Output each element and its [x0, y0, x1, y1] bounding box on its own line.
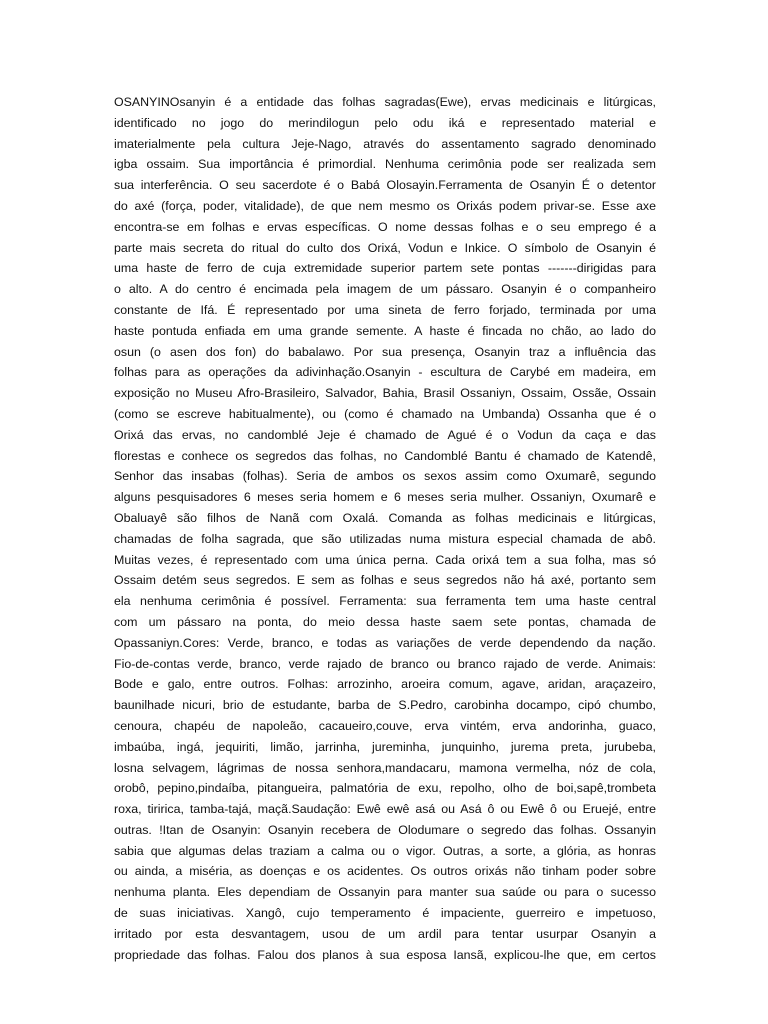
text-line: folhas para as operações da adivinhação.Osanyin - escultura de Carybé em madeira, em [114, 365, 656, 380]
text-line: igba ossaim. Sua importância é primordial. Nenhuma cerimônia pode ser realizada sem [114, 157, 656, 172]
text-line: sabia que algumas delas traziam a calma ou o vigor. Outras, a sorte, a glória, as honras [114, 843, 656, 858]
text-line: propriedade das folhas. Falou dos planos à sua esposa Iansã, explicou-lhe que, em certos [114, 947, 656, 962]
text-line: irritado por esta desvantagem, usou de um ardil para tentar usurpar Osanyin a [114, 926, 656, 941]
text-line: sua interferência. O seu sacerdote é o Babá Olosayin.Ferramenta de Osanyin É o detentor [114, 178, 656, 193]
text-line: identificado no jogo do merindilogun pelo odu iká e representado material e [114, 115, 656, 130]
text-line: chamadas de folha sagrada, que são utilizadas numa mistura especial chamada de abô. [114, 531, 656, 546]
text-line: Bode e galo, entre outros. Folhas: arrozinho, aroeira comum, agave, aridan, araçazeiro, [114, 677, 656, 692]
text-line: encontra-se em folhas e ervas específicas. O nome dessas folhas e o seu emprego é a [114, 219, 656, 234]
text-line: Muitas vezes, é representado com uma única perna. Cada orixá tem a sua folha, mas só [114, 552, 656, 567]
text-line: de suas iniciativas. Xangô, cujo temperamento é impaciente, guerreiro e impetuoso, [114, 906, 656, 921]
text-line: imaterialmente pela cultura Jeje-Nago, através do assentamento sagrado denominado [114, 136, 656, 151]
text-line: cenoura, chapéu de napoleão, cacaueiro,couve, erva vintém, erva andorinha, guaco, [114, 718, 656, 733]
text-line: uma haste de ferro de cuja extremidade superior partem sete pontas -------dirigidas para [114, 261, 656, 276]
text-line: (como se escreve habitualmente), ou (como é chamado na Umbanda) Ossanha que é o [114, 406, 656, 421]
text-line: florestas e conhece os segredos das folhas, no Candomblé Bantu é chamado de Katendê, [114, 448, 656, 463]
text-line: imbaúba, ingá, jequiriti, limão, jarrinha, jureminha, junquinho, jurema preta, jurubeba, [114, 739, 656, 754]
text-line: OSANYINOsanyin é a entidade das folhas sagradas(Ewe), ervas medicinais e litúrgicas, [114, 95, 656, 109]
text-line: roxa, tiririca, tamba-tajá, maçã.Saudação: Ewê ewê asá ou Asá ô ou Ewê ô ou Eruejé, entre [114, 802, 656, 817]
text-line: outras. !Itan de Osanyin: Osanyin recebera de Olodumare o segredo das folhas. Ossanyin [114, 822, 656, 837]
text-line: Orixá das ervas, no candomblé Jeje é chamado de Agué é o Vodun da caça e das [114, 427, 656, 442]
text-line: baunilhade nicuri, brio de estudante, barba de S.Pedro, carobinha docampo, cipó chumbo, [114, 698, 656, 713]
text-line: orobô, pepino,pindaíba, pitangueira, palmatória de exu, repolho, olho de boi,sapê,trombeta [114, 781, 656, 796]
text-line: ela nenhuma cerimônia é possível. Ferramenta: sua ferramenta tem uma haste central [114, 594, 656, 609]
text-line: constante de Ifá. É representado por uma sineta de ferro forjado, terminada por uma [114, 302, 656, 317]
text-line: Opassaniyn.Cores: Verde, branco, e todas as variações de verde dependendo da nação. [114, 635, 656, 650]
text-line: do axé (força, poder, vitalidade), de que nem mesmo os Orixás podem privar-se. Esse axe [114, 198, 656, 213]
text-line: Obaluayê são filhos de Nanã com Oxalá. Comanda as folhas medicinais e litúrgicas, [114, 510, 656, 525]
text-line: osun (o asen dos fon) do babalawo. Por sua presença, Osanyin traz a influência das [114, 344, 656, 359]
text-line: haste pontuda enfiada em uma grande semente. A haste é fincada no chão, ao lado do [114, 323, 656, 338]
text-line: ou ainda, a miséria, as doenças e os acidentes. Os outros orixás não tinham poder sobre [114, 864, 656, 879]
document-body [114, 92, 656, 965]
text-line: nenhuma planta. Eles dependiam de Ossanyin para manter sua saúde ou para o sucesso [114, 885, 656, 900]
text-line: Ossaim detém seus segredos. E sem as folhas e seus segredos não há axé, portanto sem [114, 573, 656, 588]
text-line: exposição no Museu Afro-Brasileiro, Salvador, Bahia, Brasil Ossaniyn, Ossaim, Ossãe, Ossain [114, 386, 656, 401]
text-line: o alto. A do centro é encimada pela imagem de um pássaro. Osanyin é o companheiro [114, 282, 656, 297]
text-line: com um pássaro na ponta, do meio dessa haste saem sete pontas, chamada de [114, 614, 656, 629]
text-line: parte mais secreta do ritual do culto dos Orixá, Vodun e Inkice. O símbolo de Osanyin é [114, 240, 656, 255]
text-line: Fio-de-contas verde, branco, verde rajado de branco ou branco rajado de verde. Animais: [114, 656, 656, 671]
text-line: alguns pesquisadores 6 meses seria homem e 6 meses seria mulher. Ossaniyn, Oxumarê e [114, 490, 656, 505]
text-line: Senhor das insabas (folhas). Seria de ambos os sexos assim como Oxumarê, segundo [114, 469, 656, 484]
text-line: losna selvagem, lágrimas de nossa senhora,mandacaru, mamona vermelha, nóz de cola, [114, 760, 656, 775]
